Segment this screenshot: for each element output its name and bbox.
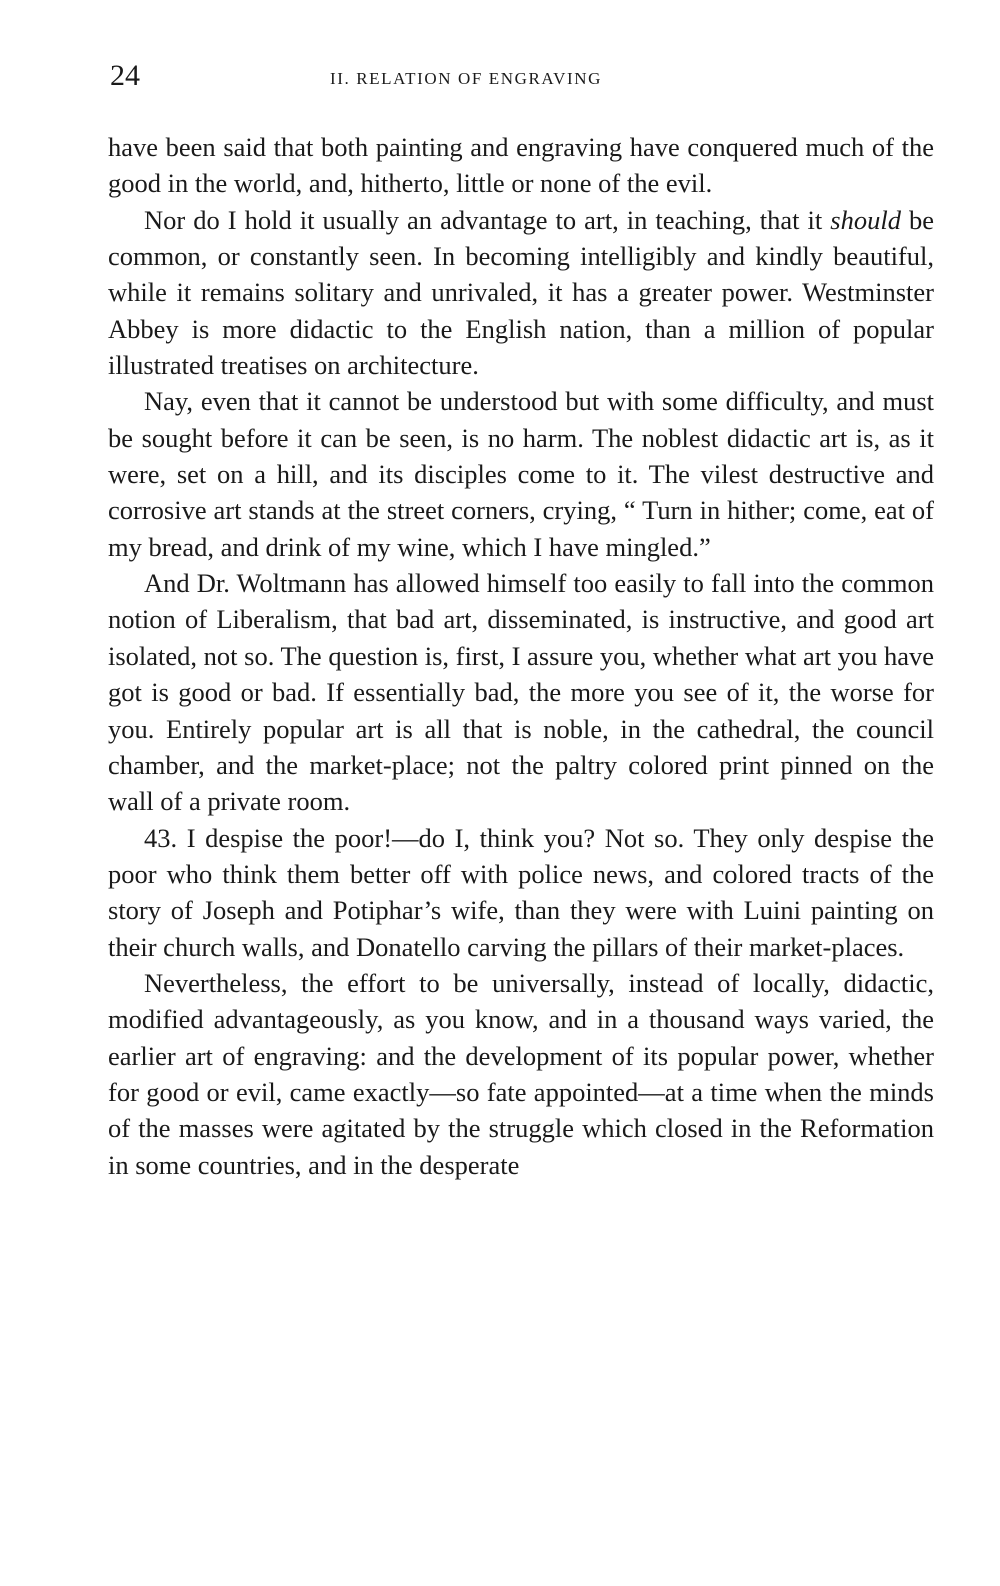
paragraph: [108, 383, 934, 565]
paragraph-continued: [108, 129, 934, 202]
page-header: [108, 58, 936, 98]
paragraph-text: I despise the poor!—do I, think you? Not so. They only despise the poor who think them better off with police news, and colored tracts of the story of Joseph and Potiphar’s wife, than they were with Luini painting on their church walls, and Donatello carving the pillars of their market-places.: [108, 822, 934, 962]
paragraph-text: Nay, even that it cannot be understood but with some difficulty, and must be sought before it can be seen, is no harm. The noblest didactic art is, as it were, set on a hill, and its disciples come to it. The vilest destructive and corrosive art stands at the street corners, crying, “ Turn in hither; come, eat of my bread, and drink of my wine, which I have mingled.”: [108, 386, 934, 562]
paragraph-text: And Dr. Woltmann has allowed himself too easily to fall into the common notion of Liberalism, that bad art, disseminated, is instructive, and good art isolated, not so. The question is, first, I assure you, whether what art you have got is good or bad. If essentially bad, the more you see of it, the worse for you. Entirely popular art is all that is noble, in the cathedral, the council chamber, and the market-place; not the paltry colored print pinned on the wall of a private room.: [108, 568, 934, 817]
paragraph: [108, 965, 934, 1183]
body-text: [108, 129, 934, 1183]
running-head: II. RELATION OF ENGRAVING: [330, 69, 603, 88]
paragraph: [108, 202, 934, 384]
paragraph-text: Nor do I hold it usually an advantage to art, in teaching, that it: [144, 204, 831, 235]
paragraph-text: be common, or constantly seen. In becoming intelligibly and kindly beautiful, while it remains solitary and unrivaled, it has a greater power. Westminster Abbey is more didactic to the English nation, than a million of popular illustrated treatises on architecture.: [108, 204, 935, 381]
section-paragraph: [108, 820, 934, 965]
paragraph: [108, 565, 934, 819]
italic-emphasis: should: [830, 204, 901, 235]
paragraph-text: Nevertheless, the effort to be universally, instead of locally, didactic, modified advantageously, as you know, and in a thousand ways varied, the earlier art of engraving: and the development of its popular power, whether for good or evil, came exactly—so fate appointed—at a time when the minds of the masses were agitated by the struggle which closed in the Reformation in some countries, and in the desperate: [108, 967, 934, 1180]
paragraph-text: have been said that both painting and engraving have conquered much of the good in the world, and, hitherto, little or none of the evil.: [108, 132, 934, 199]
page-number: 24: [110, 59, 140, 92]
section-number: 43.: [144, 822, 178, 853]
